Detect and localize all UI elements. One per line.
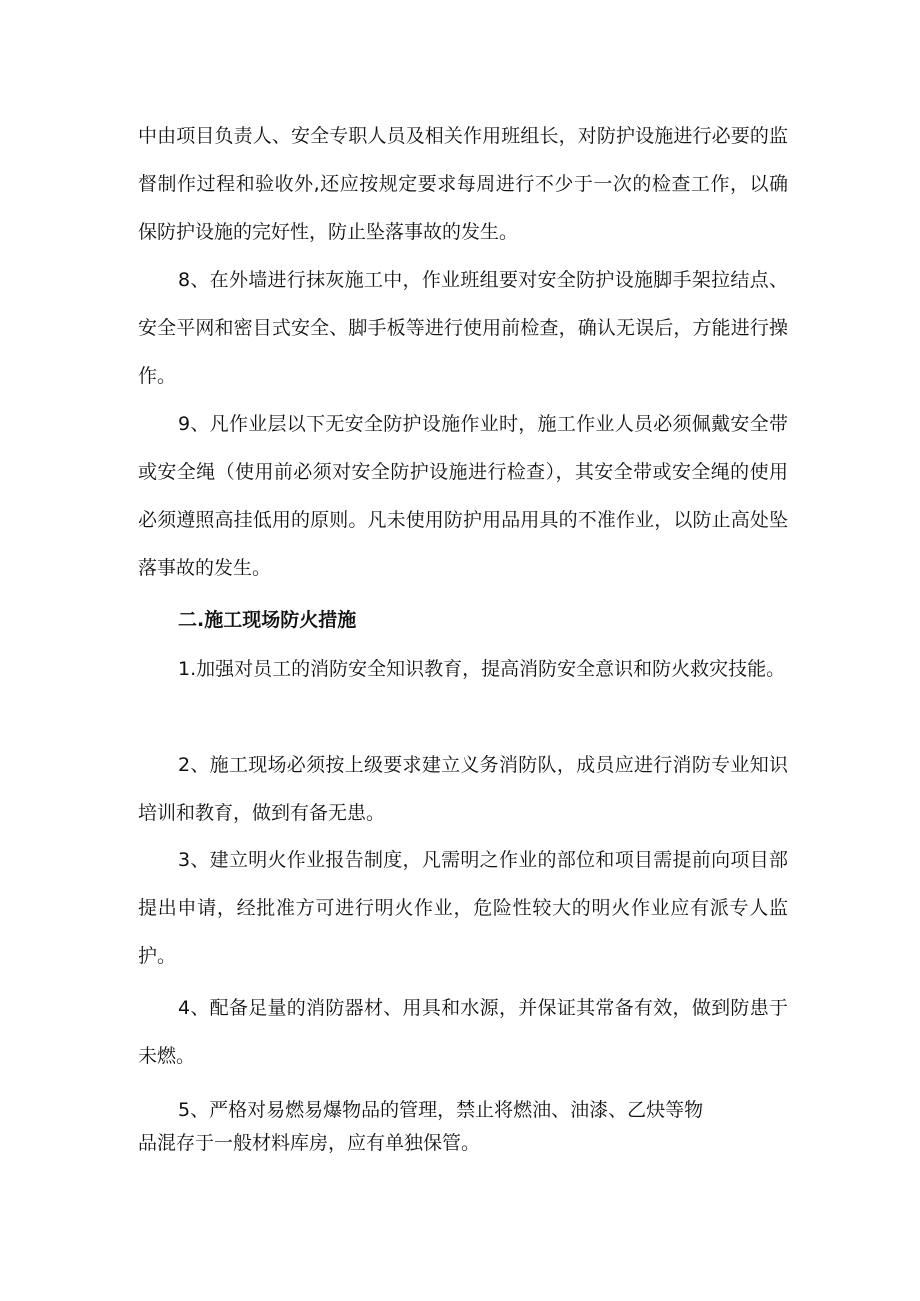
paragraph-item-9: 9、凡作业层以下无安全防护设施作业时，施工作业人员必须佩戴安全带或安全绳（使用前必须对安全防护设施进行检查），其安全带或安全绳的使用必须遵照高挂低用的原则。凡未使用防护用品用具的不准作业，以防止高处坠落事故的发生。	[138, 413, 788, 579]
paragraph-fire-item-1: 1.加强对员工的消防安全知识教育，提高消防安全意识和防火救灾技能。	[178, 658, 786, 680]
paragraph-fire-item-5-line-1: 5、严格对易燃易爆物品的管理，禁止将燃油、油漆、乙炔等物	[178, 1099, 704, 1121]
paragraph-fire-item-2: 2、施工现场必须按上级要求建立义务消防队，成员应进行消防专业知识培训和教育，做到有备无患。	[138, 754, 788, 824]
section-heading-fire-prevention: 二.施工现场防火措施	[178, 609, 357, 631]
paragraph-item-8: 8、在外墙进行抹灰施工中，作业班组要对安全防护设施脚手架拉结点、安全平网和密目式安全、脚手板等进行使用前检查，确认无误后，方能进行操作。	[138, 269, 788, 387]
paragraph-fire-item-3: 3、建立明火作业报告制度，凡需明之作业的部位和项目需提前向项目部提出申请，经批准方可进行明火作业，危险性较大的明火作业应有派专人监护。	[138, 849, 788, 967]
paragraph-continuation: 中由项目负责人、安全专职人员及相关作用班组长，对防护设施进行必要的监督制作过程和验收外,还应按规定要求每周进行不少于一次的检查工作，以确保防护设施的完好性，防止坠落事故的发生。	[138, 125, 788, 243]
paragraph-fire-item-4: 4、配备足量的消防器材、用具和水源，并保证其常备有效，做到防患于未燃。	[138, 997, 788, 1067]
paragraph-fire-item-5-line-2: 品混存于一般材料库房，应有单独保管。	[138, 1132, 481, 1154]
